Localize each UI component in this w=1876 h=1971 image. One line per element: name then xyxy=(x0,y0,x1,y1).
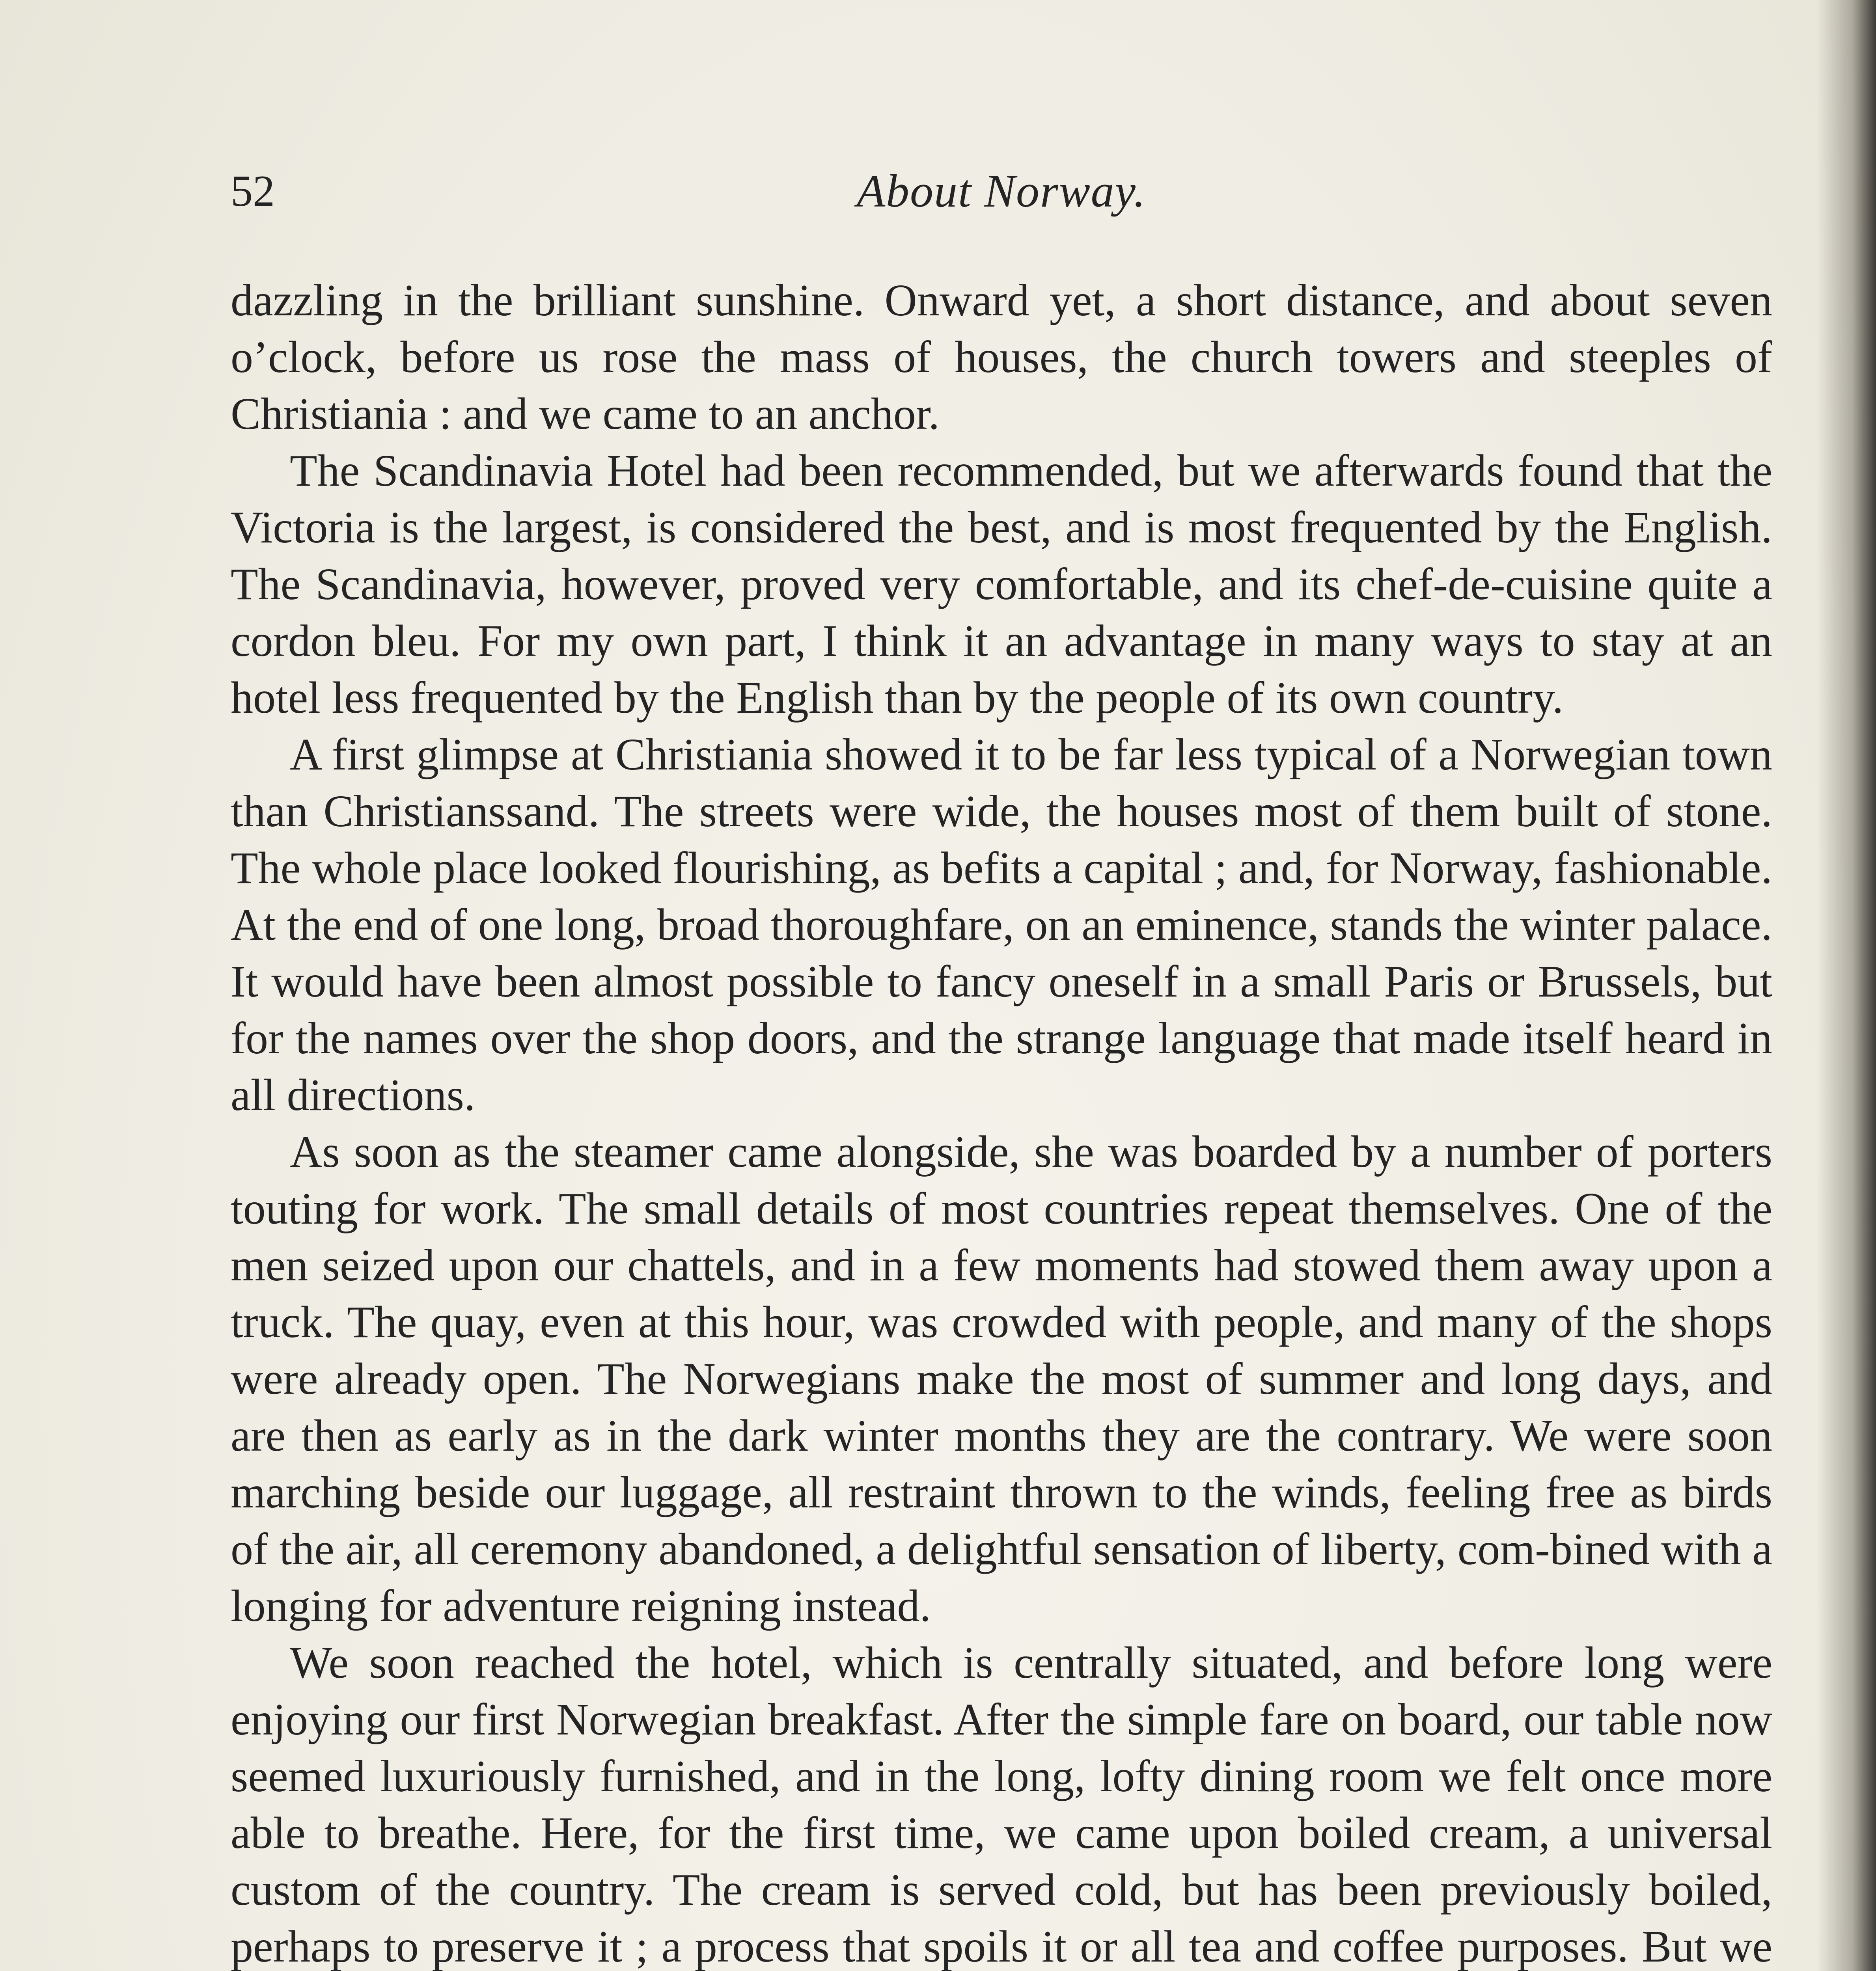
body-text xyxy=(231,272,1772,1971)
paragraph: As soon as the steamer came alongside, she was boarded by a number of porters touting for work. The small details of most countries repeat themselves. One of the men seized upon our chattels, and in a few moments had stowed them away upon a truck. The quay, even at this hour, was crowded with people, and many of the shops were already open. The Norwegians make the most of summer and long days, and are then as early as in the dark winter months they are the contrary. We were soon marching beside our luggage, all restraint thrown to the winds, feeling free as birds of the air, all ceremony abandoned, a delightful sensation of liberty, com-bined with a longing for adventure reigning instead. xyxy=(231,1127,1772,1631)
page-binding-shadow xyxy=(1817,0,1876,1971)
page-number: 52 xyxy=(231,167,275,216)
paragraph: The Scandinavia Hotel had been recommended, but we afterwards found that the Victoria is the largest, is considered the best, and is most frequented by the English. The Scandinavia, however, proved very comfortable, and its chef-de-cuisine quite a cordon bleu. For my own part, I think it an advantage in many ways to stay at an hotel less frequented by the English than by the people of its own country. xyxy=(231,445,1772,723)
page-header xyxy=(231,158,1772,225)
paragraph: A first glimpse at Christiania showed it to be far less typical of a Norwegian town than Christianssand. The streets were wide, the houses most of them built of stone. The whole place looked flourishing, as befits a capital ; and, for Norway, fashionable. At the end of one long, broad thoroughfare, on an eminence, stands the winter palace. It would have been almost possible to fancy oneself in a small Paris or Brussels, but for the names over the shop doors, and the strange language that made itself heard in all directions. xyxy=(231,729,1772,1120)
paragraph: We soon reached the hotel, which is centrally situated, and before long were enjoying our first Norwegian breakfast. After the simple fare on board, our table now seemed luxuriously furnished, and in the long, lofty dining room we felt once more able to breathe. Here, for the first time, we came upon boiled cream, a universal custom of the country. The cream is served cold, but has been previously boiled, perhaps to preserve it ; a process that spoils it or all tea and coffee purposes. But we xyxy=(231,1638,1772,1971)
running-title: About Norway. xyxy=(856,165,1147,217)
paragraph-continued: dazzling in the brilliant sunshine. Onward yet, a short distance, and about seven o’clock, before us rose the mass of houses, the church towers and steeples of Christiania : and we came to an anchor. xyxy=(231,275,1772,439)
